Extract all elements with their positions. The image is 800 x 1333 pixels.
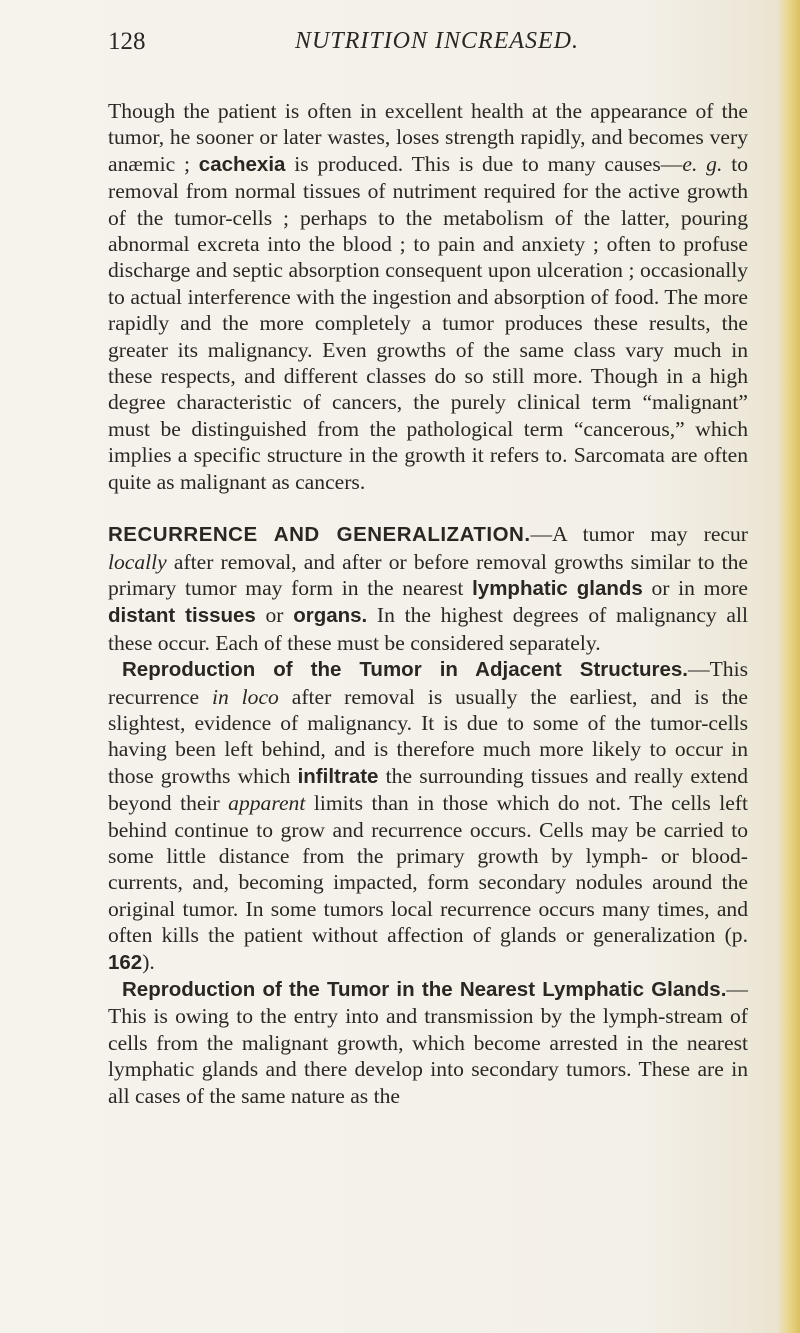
body-text — [108, 98, 748, 1109]
paragraph-recurrence: RECURRENCE AND GENERALIZATION.—A tumor may recur locally after removal, and after or before removal growths similar to the primary tumor may form in the nearest lymphatic glands or in more distant tissues or organs. In the highest degrees of malignancy all these occur. Each of these must be considered separately. — [108, 522, 748, 655]
term-cachexia: cachexia — [198, 152, 286, 176]
page-header — [108, 28, 748, 58]
section-heading: RECURRENCE AND GENERALIZATION. — [108, 523, 531, 547]
page-edge — [778, 0, 800, 1333]
paragraph-lymphatic-glands: Reproduction of the Tumor in the Nearest Lymphatic Glands.—This is owing to the entry into and transmission by the lymph-stream of cells from the malignant growth, which become arrested in the nearest lymphatic glands and there develop into secondary tumors. These are in all cases of the same nature as the — [108, 977, 748, 1108]
paragraph-cachexia: Though the patient is often in excellent health at the appearance of the tumor, he sooner or later wastes, loses strength rapidly, and becomes very anæmic ; cachexia is produced. This is due to many causes—e. g. to removal from normal tissues of nutriment required for the active growth of the tumor-cells ; perhaps to the metabolism of the latter, pouring abnormal excreta into the blood ; to pain and anxiety ; often to profuse discharge and septic absorption consequent upon ulceration ; occasionally to actual interference with the ingestion and absorption of food. The more rapidly and the more completely a tumor produces these results, the greater its malignancy. Even growths of the same class vary much in these respects, and different classes do so still more. Though in a high degree characteristic of cancers, the purely clinical term “malignant” must be distinguished from the pathological term “cancerous,” which implies a specific structure in the growth it refers to. Sarcomata are often quite as malignant as cancers. — [108, 99, 749, 494]
paragraph-gap — [108, 495, 748, 521]
subsection-heading: Reproduction of the Tumor in the Nearest Lymphatic Glands. — [122, 978, 727, 1001]
subsection-heading: Reproduction of the Tumor in Adjacent Structures. — [122, 658, 689, 682]
page-number: 128 — [108, 28, 146, 55]
paragraph-adjacent-structures: Reproduction of the Tumor in Adjacent Structures.—This recurrence in loco after removal is usually the earliest, and is the slightest, evidence of malignancy. It is due to some of the tumor-cells having been left behind, and is therefore much more likely to occur in those growths which infiltrate the surrounding tissues and really extend beyond their apparent limits than in those which do not. The cells left behind continue to grow and recurrence occurs. Cells may be carried to some little distance from the primary growth by lymph- or blood-currents, and, becoming impacted, form secondary nodules around the original tumor. In some tumors local recurrence occurs many times, and often kills the patient without affection of glands or generalization (p. 162). — [108, 657, 749, 974]
running-head: NUTRITION INCREASED. — [295, 28, 579, 54]
